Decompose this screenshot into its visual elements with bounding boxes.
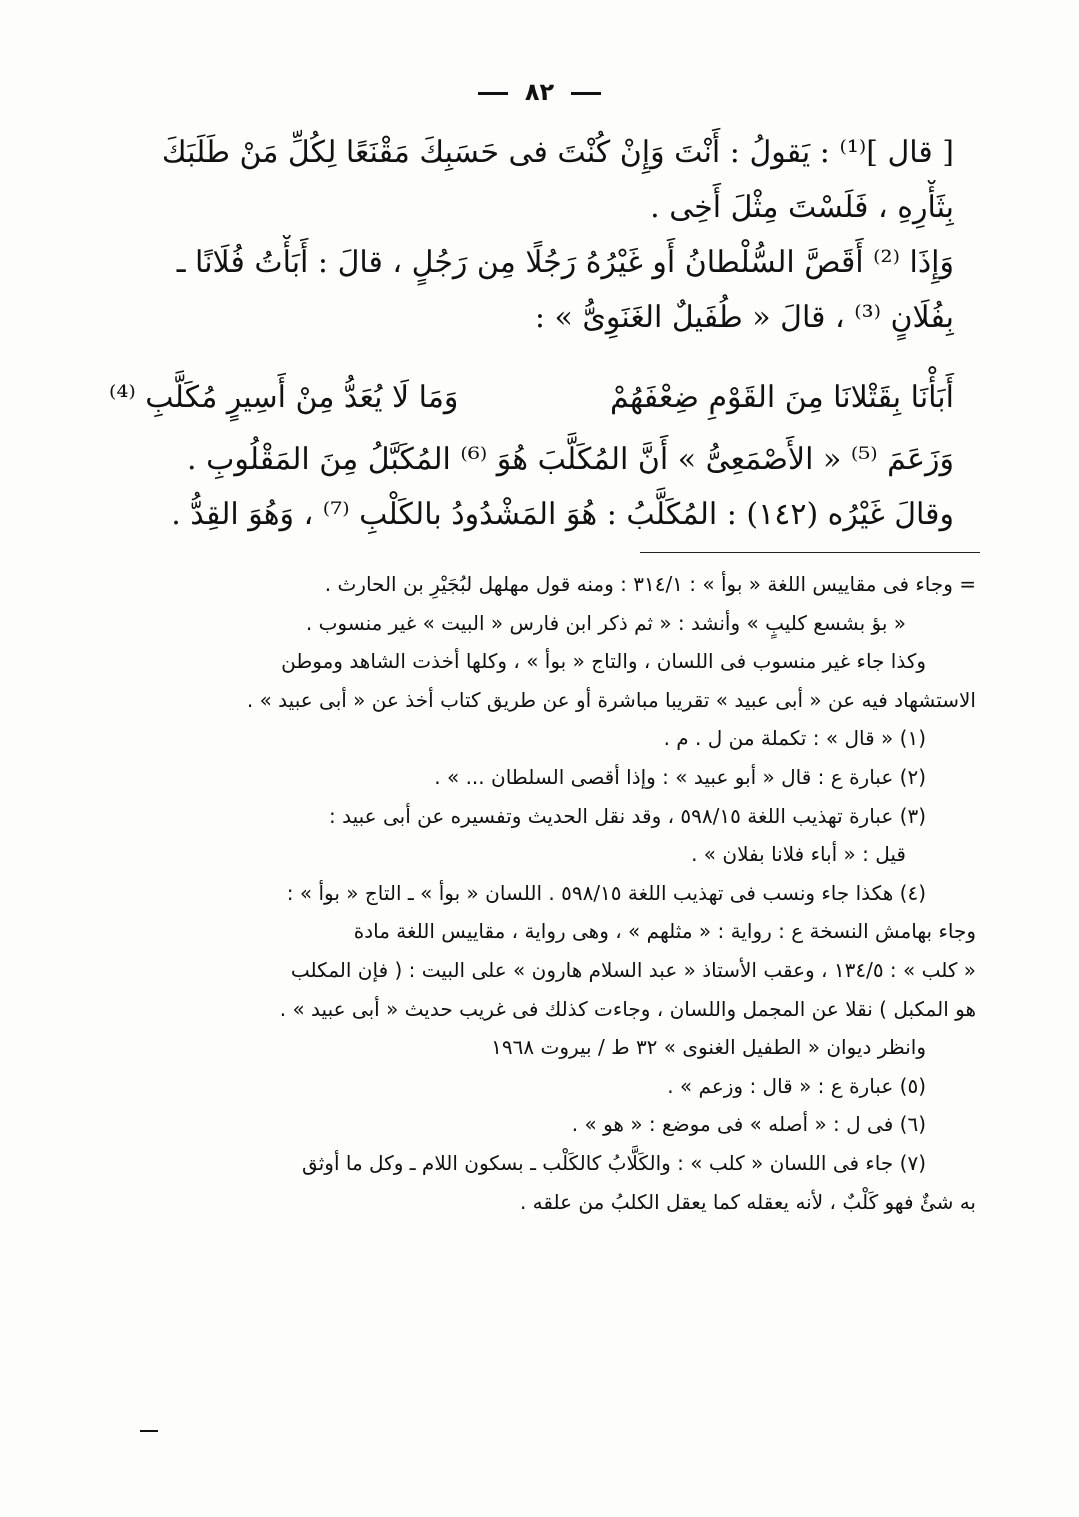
footnote-line: قيل : « أباء فلانا بفلان » .	[691, 842, 906, 867]
main-line: بِثَأْرِهِ ، فَلَسْتَ مِثْلَ أَخِى .	[650, 190, 954, 225]
footnote-line: وكذا جاء غير منسوب فى اللسان ، والتاج « بوأ » ، وكلها أخذت الشاهد وموطن	[281, 649, 926, 674]
main-line: وَإِذَا ⁽²⁾ أَقَصَّ السُّلْطانُ أَو غَيْرُهُ رَجُلًا مِن رَجُلٍ ، قالَ : أَبَأْتُ فُلَانًا ـ	[176, 245, 954, 280]
footnote-line: وانظر ديوان « الطفيل الغنوى » ٣٢ ط / بيروت ١٩٦٨	[491, 1035, 926, 1060]
verse-row	[109, 370, 954, 425]
footnote-2: (٢) عبارة ع : قال « أبو عبيد » : وإذا أقصى السلطان ... » .	[434, 764, 926, 789]
footnote-line: « بؤ بشسع كليبٍ » وأنشد : « ثم ذكر ابن فارس « البيت » غير منسوب .	[305, 610, 906, 635]
footnote-line: الاستشهاد فيه عن « أبى عبيد » تقريبا مباشرة أو عن طريق كتاب أخذ عن « أبى عبيد » .	[246, 687, 976, 712]
dash-left	[571, 92, 601, 95]
main-line: وقالَ غَيْرُه (١٤٢) : المُكَلَّبُ : هُوَ المَشْدُودُ بالكَلْبِ ⁽⁷⁾ ، وَهُوَ القِدُّ .	[171, 497, 954, 532]
dash-right	[478, 92, 508, 95]
page-number-text: ٨٢	[524, 78, 555, 106]
footnote-6: (٦) فى ل : « أصله » فى موضع : « هو » .	[571, 1112, 926, 1137]
page-number	[0, 78, 1079, 106]
footnote-line: هو المكبل ) نقلا عن المجمل واللسان ، وجاءت كذلك فى غريب حديث « أبى عبيد » .	[279, 996, 976, 1021]
footnote-5: (٥) عبارة ع : « قال : وزعم » .	[667, 1073, 926, 1098]
main-text	[109, 125, 954, 345]
footnotes	[131, 565, 976, 1221]
footnote-3: (٣) عبارة تهذيب اللغة ٥٩٨/١٥ ، وقد نقل الحديث وتفسيره عن أبى عبيد :	[329, 803, 926, 828]
footnote-line: وجاء بهامش النسخة ع : رواية : « مثلهم » ، وهى رواية ، مقاييس اللغة مادة	[353, 919, 976, 944]
end-mark	[140, 1430, 158, 1432]
footnote-4: (٤) هكذا جاء ونسب فى تهذيب اللغة ٥٩٨/١٥ . اللسان « بوأ » ـ التاج « بوأ » :	[286, 880, 926, 905]
footnote-line: به شئٌ فهو كَلْبٌ ، لأنه يعقله كما يعقل الكلبُ من علقه .	[519, 1189, 976, 1214]
footnote-line: « كلب » : ١٣٤/٥ ، وعقب الأستاذ « عبد السلام هارون » على البيت : ( فإن المكلب	[290, 957, 976, 982]
poetry-verse	[109, 370, 954, 425]
footnote-separator	[640, 552, 980, 553]
footnote-line: = وجاء فى مقاييس اللغة « بوأ » : ٣١٤/١ : ومنه قول مهلهل لبُجَيْرِ بن الحارث .	[324, 572, 976, 596]
main-line: [ قال ]⁽¹⁾ : يَقولُ : أَنْتَ وَإِنْ كُنْتَ فى حَسَبِكَ مَقْنَعًا لِكُلِّ مَنْ طَلَبَكَ	[161, 135, 954, 170]
main-line: بِفُلَانٍ ⁽³⁾ ، قالَ « طُفَيلٌ الغَنَوِىُّ » :	[534, 300, 954, 335]
main-line: وَزَعَمَ ⁽⁵⁾ « الأَصْمَعِىُّ » أَنَّ المُكَلَّبَ هُوَ ⁽⁶⁾ المُكَبَّلُ مِنَ المَقْلُوبِ .	[187, 442, 954, 477]
verse-hemistich-right: أَبَأْنَا بِقَتْلانَا مِنَ القَوْمِ ضِعْفَهُمْ	[610, 380, 954, 415]
main-text-continued	[109, 432, 954, 542]
footnote-1: (١) « قال » : تكملة من ل . م .	[663, 726, 926, 751]
footnote-7: (٧) جاء فى اللسان « كلب » : والكَلَّابُ كالكَلْب ـ بسكون اللام ـ وكل ما أوثق	[302, 1150, 926, 1175]
verse-hemistich-left: وَمَا لَا يُعَدُّ مِنْ أَسِيرٍ مُكَلَّبِ ⁽⁴⁾	[109, 380, 459, 415]
